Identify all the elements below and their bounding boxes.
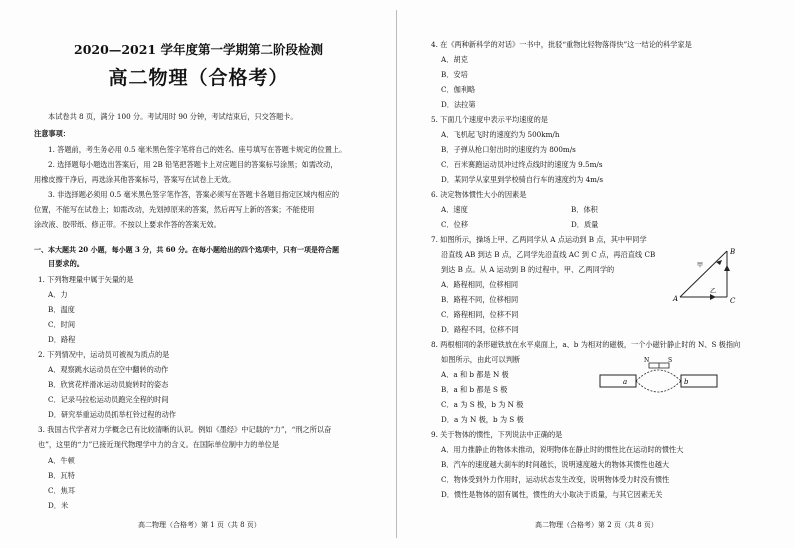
notes-line: 用橡皮擦干净后，再选涂其他答案标号，答案写在试卷上无效。 (34, 175, 236, 184)
question-4-option: C．伽利略 (441, 85, 476, 94)
label-point-a: A (673, 295, 679, 303)
question-7-option: C．路程相同，位移不同 (441, 310, 519, 319)
magnet-figure (597, 355, 725, 403)
question-5-option: A．飞机起飞时的速度约为 500km/h (441, 130, 560, 139)
question-9-option: B．汽车的速度越大刹车的时间越长，说明速度越大的物体其惯性也越大 (441, 460, 670, 469)
question-9-option: A．用力推静止的物体未推动，说明物体在静止时的惯性比在运动时的惯性大 (441, 445, 684, 454)
question-5-option: B．子弹从枪口射出时的速度约为 800m/s (441, 145, 576, 154)
label-yi: 乙 (710, 288, 717, 295)
question-7-option: A．路程相同，位移相同 (441, 280, 519, 289)
exam-title: 2020—2021 学年度第一学期第二阶段检测 (74, 42, 323, 57)
question-7-option: D．路程不同，位移不同 (441, 325, 519, 334)
question-5-option: D．某同学从家里到学校骑自行车的速度约为 4m/s (441, 175, 604, 184)
question-9-option: D．惯性是物体的固有属性，惯性的大小取决于质量，与其它因素无关 (441, 490, 663, 499)
notes-heading: 注意事项： (34, 129, 70, 138)
label-needle-n: N (644, 357, 650, 364)
question-8-option: C．a 为 S 极，b 为 N 极 (441, 400, 524, 409)
question-4-option: D．法拉第 (441, 100, 476, 109)
question-3-option: B．瓦特 (48, 471, 75, 480)
question-9-option: C．物体受到外力作用时，运动状态发生改变，说明物体受力时没有惯性 (441, 475, 670, 484)
question-6-option: C．位移 (441, 220, 469, 229)
label-jia: 甲 (697, 262, 704, 269)
question-8-stem-cont: 如图所示，由此可以判断 (441, 355, 521, 364)
label-pole-b: b (684, 378, 689, 386)
question-2-option: B．欣赏花样滑冰运动员旋转时的姿态 (48, 380, 169, 389)
question-2-option: C．记录马拉松运动员跑完全程的时间 (48, 395, 169, 404)
question-1-option: A．力 (48, 290, 68, 299)
notes-line: 2. 选择题每小题选出答案后，用 2B 铅笔把答题卡上对应题目的答案标号涂黑；如需改动， (48, 160, 338, 169)
question-3-option: A．牛顿 (48, 456, 75, 465)
question-7-stem: 7. 如图所示，操场上甲、乙两同学从 A 点运动到 B 点，其中甲同学 (431, 235, 647, 244)
question-4-option: B．安培 (441, 70, 468, 79)
question-1-option: D．路程 (48, 335, 76, 344)
page-2 (397, 0, 794, 548)
question-6-option: D．质量 (571, 220, 599, 229)
question-6-stem: 6. 决定物体惯性大小的因素是 (431, 190, 527, 199)
notes-line: 3. 非选择题必须用 0.5 毫米黑色签字笔作答，答案必须写在答题卡各题目指定区域内相应的 (48, 190, 340, 199)
question-8-stem: 8. 两根相同的条形磁铁放在水平桌面上，a、b 为相对的磁极，一个小磁针静止时的 N、S 极指向 (431, 340, 741, 349)
triangle-figure (672, 245, 747, 307)
question-9-stem: 9. 关于物体的惯性，下列说法中正确的是 (431, 430, 563, 439)
question-5-stem: 5. 下面几个速度中表示平均速度的是 (431, 115, 548, 124)
question-1-option: C．时间 (48, 320, 76, 329)
question-8-option: B．a 和 b 都是 S 极 (441, 385, 508, 394)
question-3-option: D．米 (48, 501, 69, 510)
question-4-stem: 4. 在《两种新科学的对话》一书中，批驳“重物比轻物落得快”这一结论的科学家是 (431, 40, 692, 49)
label-needle-s: S (668, 357, 673, 364)
label-pole-a: a (623, 378, 628, 386)
question-5-option: C．百米赛跑运动员冲过终点线时的速度为 9.5m/s (441, 160, 603, 169)
page-footer: 高二物理（合格考）第 2 页（共 8 页） (535, 521, 658, 529)
page-footer: 高二物理（合格考）第 1 页（共 8 页） (138, 521, 261, 529)
question-7-stem-cont: 沿直线 AB 到达 B 点，乙同学先沿直线 AC 到 C 点，再沿直线 CB (441, 250, 656, 259)
section-heading: 一、本大题共 20 小题，每小题 3 分，共 60 分。在每小题给出的四个选项中，只有一项是符合题 (34, 245, 339, 254)
question-4-option: A．胡克 (441, 55, 468, 64)
question-3-option: C．焦耳 (48, 486, 76, 495)
question-2-option: A．观察跳水运动员在空中翻转的动作 (48, 365, 169, 374)
notes-line: 1. 答题前，考生务必用 0.5 毫米黑色签字笔将自己的姓名、座号填写在答题卡规定的位置上。 (48, 145, 347, 154)
label-point-b: B (730, 248, 736, 256)
question-7-stem-cont: 到达 B 点。从 A 运动到 B 的过程中，甲、乙两同学的 (441, 265, 615, 274)
label-point-c: C (730, 297, 736, 305)
question-1-option: B．温度 (48, 305, 75, 314)
intro-text: 本试卷共 8 页，满分 100 分。考试用时 90 分钟，考试结束后，只交答题卡。 (48, 112, 298, 121)
exam-subtitle: 高二物理（合格考） (108, 67, 289, 89)
question-6-option: B．体积 (571, 205, 598, 214)
question-7-option: B．路程不同，位移相同 (441, 295, 519, 304)
question-3-stem: 3. 我国古代学者对力学概念已有比较清晰的认识。例如《墨经》中记载的“力”，“刑之所以奋 (38, 425, 332, 434)
question-8-option: D．a 为 N 极，b 为 S 极 (441, 415, 524, 424)
question-3-stem-cont: 也”，这里的“力”已接近现代物理学中力的含义。在国际单位制中力的单位是 (38, 440, 280, 449)
section-heading-cont: 目要求的。 (48, 259, 84, 268)
question-2-stem: 2. 下列情况中，运动员可被视为质点的是 (38, 350, 170, 359)
question-1-stem: 1. 下列物理量中属于矢量的是 (38, 275, 134, 284)
question-2-option: D．研究举重运动员抓举杠铃过程的动作 (48, 410, 176, 419)
question-8-option: A．a 和 b 都是 N 极 (441, 370, 509, 379)
question-6-option: A．速度 (441, 205, 468, 214)
notes-line: 位置，不能写在试卷上；如需改动，先划掉原来的答案，然后再写上新的答案；不能使用 (34, 205, 315, 214)
notes-line: 涂改液、胶带纸、修正带。不按以上要求作答的答案无效。 (34, 220, 221, 229)
